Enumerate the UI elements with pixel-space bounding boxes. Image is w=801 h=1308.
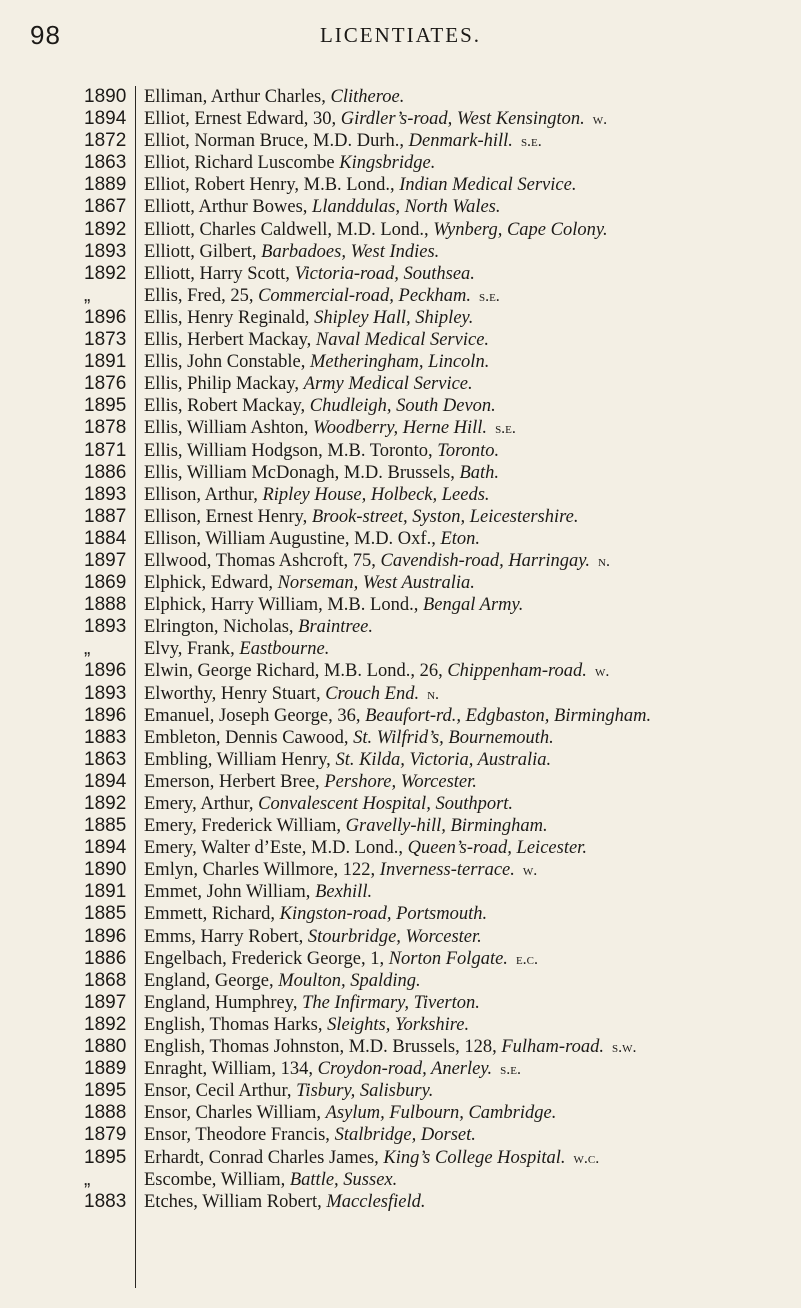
entry-name: Erhardt, Conrad Charles James, bbox=[144, 1147, 384, 1168]
entry-district: e.c. bbox=[515, 950, 538, 968]
entry-text bbox=[144, 373, 473, 395]
entry-year: 1869 bbox=[84, 572, 127, 594]
entry-name: Elphick, Edward, bbox=[144, 573, 278, 594]
page-header bbox=[0, 14, 801, 50]
entry-text bbox=[144, 1036, 636, 1059]
entry-year: 1878 bbox=[84, 417, 127, 439]
entry-address: Kingston-road, Portsmouth. bbox=[279, 904, 488, 925]
entry-text bbox=[144, 683, 439, 706]
entry-year: 1868 bbox=[84, 969, 127, 991]
list-item bbox=[0, 241, 801, 263]
entry-address: Metheringham, Lincoln. bbox=[310, 352, 490, 373]
list-item bbox=[0, 1124, 801, 1146]
entry-text bbox=[144, 506, 579, 528]
entry-name: Ellison, Arthur, bbox=[144, 484, 263, 505]
list-item bbox=[0, 1014, 801, 1036]
entry-text bbox=[144, 660, 609, 683]
list-item bbox=[0, 1102, 801, 1124]
entry-name: Elliott, Charles Caldwell, M.D. Lond., bbox=[144, 219, 434, 240]
entry-district: n. bbox=[598, 552, 610, 570]
entry-name: Elphick, Harry William, M.B. Lond., bbox=[144, 595, 423, 616]
entry-year: 1889 bbox=[84, 1058, 127, 1080]
entry-address: Asylum, Fulbourn, Cambridge. bbox=[325, 1103, 557, 1124]
entry-name: Elliott, Gilbert, bbox=[144, 241, 262, 262]
entry-name: Ellison, William Augustine, M.D. Oxf., bbox=[144, 528, 441, 549]
entry-text bbox=[144, 1014, 469, 1036]
entry-year: 1872 bbox=[84, 130, 127, 152]
entry-district: s.e. bbox=[520, 133, 542, 151]
entry-year: 1895 bbox=[84, 395, 127, 417]
entry-text bbox=[144, 196, 501, 218]
entry-address: Stourbridge, Worcester. bbox=[307, 926, 482, 947]
entry-address: Shipley Hall, Shipley. bbox=[314, 307, 474, 328]
entry-address: Wynberg, Cape Colony. bbox=[433, 219, 608, 240]
entry-text bbox=[144, 1102, 556, 1124]
entry-text bbox=[144, 241, 439, 263]
entry-text bbox=[144, 263, 475, 285]
list-item bbox=[0, 970, 801, 992]
entry-address: Woodberry, Herne Hill. bbox=[313, 418, 488, 439]
entry-year: 1892 bbox=[84, 1013, 127, 1035]
entry-year: „ bbox=[84, 638, 91, 660]
list-item bbox=[0, 528, 801, 550]
entry-year: 1894 bbox=[84, 770, 127, 792]
list-item bbox=[0, 903, 801, 925]
list-item bbox=[0, 1080, 801, 1102]
list-item bbox=[0, 1169, 801, 1191]
entry-address: Inverness-terrace. bbox=[379, 860, 515, 881]
entry-text bbox=[144, 926, 482, 948]
list-item bbox=[0, 550, 801, 572]
entry-name: Ensor, Theodore Francis, bbox=[144, 1125, 335, 1146]
list-item bbox=[0, 285, 801, 307]
entry-year: 1896 bbox=[84, 704, 127, 726]
entry-address: Norton Folgate. bbox=[388, 948, 508, 969]
list-item bbox=[0, 837, 801, 859]
entry-year: 1883 bbox=[84, 726, 127, 748]
list-item bbox=[0, 263, 801, 285]
list-item bbox=[0, 152, 801, 174]
entry-name: Ellis, William Hodgson, M.B. Toronto, bbox=[144, 440, 438, 461]
entry-text bbox=[144, 705, 651, 727]
entry-year: 1894 bbox=[84, 108, 127, 130]
entry-text bbox=[144, 1080, 433, 1102]
list-item bbox=[0, 484, 801, 506]
page-number: 98 bbox=[30, 20, 61, 50]
list-item bbox=[0, 793, 801, 815]
list-item bbox=[0, 859, 801, 881]
entry-address: The Infirmary, Tiverton. bbox=[302, 992, 480, 1013]
entry-text bbox=[144, 152, 435, 174]
entry-year: 1893 bbox=[84, 616, 127, 638]
entry-district: w.c. bbox=[573, 1149, 600, 1167]
entry-name: English, Thomas Johnston, M.D. Brussels, 128, bbox=[144, 1037, 502, 1058]
entry-name: Emery, Arthur, bbox=[144, 794, 259, 814]
entry-name: Escombe, William, bbox=[144, 1169, 290, 1190]
entry-text bbox=[144, 1058, 521, 1081]
entry-address: St. Wilfrid’s, Bournemouth. bbox=[353, 727, 554, 748]
entry-name: Emms, Harry Robert, bbox=[144, 926, 308, 947]
entry-text bbox=[144, 594, 523, 616]
entry-address: Pershore, Worcester. bbox=[324, 771, 477, 792]
entry-text bbox=[144, 837, 587, 859]
entry-name: Elliot, Richard Luscombe bbox=[144, 153, 340, 174]
entry-text bbox=[144, 638, 329, 660]
list-item bbox=[0, 705, 801, 727]
entry-name: Elrington, Nicholas, bbox=[144, 617, 299, 638]
entry-address: Ripley House, Holbeck, Leeds. bbox=[262, 484, 490, 505]
entry-name: Emmet, John William, bbox=[144, 882, 316, 903]
entry-name: Emerson, Herbert Bree, bbox=[144, 771, 325, 792]
entry-name: Emlyn, Charles Willmore, 122, bbox=[144, 860, 380, 881]
entry-text bbox=[144, 484, 490, 506]
entry-address: Sleights, Yorkshire. bbox=[327, 1014, 470, 1035]
entry-year: 1897 bbox=[84, 991, 127, 1013]
entry-year: 1893 bbox=[84, 240, 127, 262]
entry-address: Toronto. bbox=[437, 440, 500, 461]
list-item bbox=[0, 572, 801, 594]
entry-year: 1893 bbox=[84, 483, 127, 505]
list-item bbox=[0, 1147, 801, 1169]
entry-text bbox=[144, 108, 607, 131]
entry-address: Stalbridge, Dorset. bbox=[334, 1125, 476, 1146]
entry-year: 1891 bbox=[84, 881, 127, 903]
entry-year: 1896 bbox=[84, 660, 127, 682]
entry-name: Ellis, Robert Mackay, bbox=[144, 396, 310, 417]
entry-address: Beaufort-rd., Edgbaston, Birmingham. bbox=[365, 705, 652, 726]
list-item bbox=[0, 616, 801, 638]
entry-name: Elliot, Robert Henry, M.B. Lond., bbox=[144, 175, 400, 196]
entry-text bbox=[144, 395, 496, 417]
list-item bbox=[0, 130, 801, 152]
entry-name: Embleton, Dennis Cawood, bbox=[144, 727, 354, 748]
entry-name: Ellwood, Thomas Ashcroft, 75, bbox=[144, 550, 381, 571]
entry-year: 1863 bbox=[84, 152, 127, 174]
list-item bbox=[0, 992, 801, 1014]
list-item bbox=[0, 881, 801, 903]
entry-name: Ellis, William McDonagh, M.D. Brussels, bbox=[144, 462, 460, 483]
entry-year: 1879 bbox=[84, 1124, 127, 1146]
entry-name: Emery, Frederick William, bbox=[144, 816, 346, 837]
list-item bbox=[0, 926, 801, 948]
entry-name: Ensor, Cecil Arthur, bbox=[144, 1081, 297, 1102]
entry-address: St. Kilda, Victoria, Australia. bbox=[335, 749, 552, 770]
entry-name: Embling, William Henry, bbox=[144, 749, 336, 770]
entry-name: Elwin, George Richard, M.B. Lond., 26, bbox=[144, 661, 448, 682]
entry-text bbox=[144, 1169, 397, 1191]
entry-address: Cavendish-road, Harringay. bbox=[380, 550, 591, 571]
entry-name: English, Thomas Harks, bbox=[144, 1014, 328, 1035]
entry-text bbox=[144, 793, 513, 815]
entry-year: 1889 bbox=[84, 174, 127, 196]
entry-year: 1867 bbox=[84, 196, 127, 218]
list-item bbox=[0, 417, 801, 439]
list-item bbox=[0, 1191, 801, 1213]
running-title: LICENTIATES. bbox=[319, 23, 482, 47]
list-item bbox=[0, 373, 801, 395]
entry-text bbox=[144, 130, 542, 153]
entry-name: Ellis, Fred, 25, bbox=[144, 285, 259, 306]
entry-address: Tisbury, Salisbury. bbox=[296, 1081, 434, 1102]
entry-name: Elliott, Harry Scott, bbox=[144, 263, 295, 284]
list-item bbox=[0, 351, 801, 373]
entry-text bbox=[144, 903, 487, 925]
list-item bbox=[0, 683, 801, 705]
entry-name: Elliot, Norman Bruce, M.D. Durh., bbox=[144, 131, 409, 152]
entry-text bbox=[144, 771, 477, 793]
entry-address: Victoria-road, Southsea. bbox=[294, 263, 475, 284]
list-item bbox=[0, 108, 801, 130]
entry-year: 1863 bbox=[84, 748, 127, 770]
entry-address: Naval Medical Service. bbox=[315, 330, 490, 351]
entry-text bbox=[144, 749, 551, 771]
list-item bbox=[0, 462, 801, 484]
entry-address: Bath. bbox=[459, 462, 500, 483]
entry-text bbox=[144, 727, 554, 749]
entry-year: 1885 bbox=[84, 815, 127, 837]
entry-text bbox=[144, 970, 421, 992]
entry-text bbox=[144, 616, 373, 638]
entry-name: Etches, William Robert, bbox=[144, 1191, 327, 1212]
entry-year: 1888 bbox=[84, 1102, 127, 1124]
entry-name: Ellison, Ernest Henry, bbox=[144, 506, 312, 527]
entry-year: 1892 bbox=[84, 218, 127, 240]
entry-text bbox=[144, 815, 548, 837]
entry-address: Girdler’s-road, West Kensington. bbox=[340, 109, 585, 130]
entry-text bbox=[144, 881, 372, 903]
entry-text bbox=[144, 859, 537, 882]
entry-address: King’s College Hospital. bbox=[383, 1147, 566, 1168]
list-item bbox=[0, 594, 801, 616]
entry-year: 1880 bbox=[84, 1036, 127, 1058]
entry-text bbox=[144, 219, 608, 241]
entry-name: Ellis, John Constable, bbox=[144, 352, 310, 373]
entry-address: Bengal Army. bbox=[422, 595, 524, 616]
entry-address: Indian Medical Service. bbox=[399, 175, 577, 196]
entry-text bbox=[144, 285, 500, 308]
entry-text bbox=[144, 948, 538, 971]
entry-name: Enraght, William, 134, bbox=[144, 1059, 318, 1080]
entry-address: Convalescent Hospital, Southport. bbox=[258, 794, 514, 814]
entry-text bbox=[144, 440, 499, 462]
entry-address: Battle, Sussex. bbox=[289, 1169, 398, 1190]
entry-name: England, Humphrey, bbox=[144, 992, 303, 1013]
entry-name: Elliott, Arthur Bowes, bbox=[144, 197, 313, 218]
entry-address: Braintree. bbox=[298, 617, 373, 638]
entry-year: 1873 bbox=[84, 329, 127, 351]
entry-text bbox=[144, 329, 489, 351]
entry-year: 1895 bbox=[84, 1146, 127, 1168]
list-item bbox=[0, 506, 801, 528]
entry-address: Moulton, Spalding. bbox=[278, 970, 421, 991]
entry-year: 1890 bbox=[84, 859, 127, 881]
list-item bbox=[0, 727, 801, 749]
entry-address: Macclesfield. bbox=[326, 1191, 426, 1212]
entry-year: 1892 bbox=[84, 262, 127, 284]
entry-address: Gravelly-hill, Birmingham. bbox=[345, 816, 548, 837]
list-item bbox=[0, 219, 801, 241]
entry-text bbox=[144, 86, 404, 108]
entry-year: 1892 bbox=[84, 793, 127, 814]
entry-text bbox=[144, 462, 499, 484]
entry-district: w. bbox=[592, 111, 608, 129]
entry-name: Engelbach, Frederick George, 1, bbox=[144, 948, 389, 969]
entry-text bbox=[144, 1191, 425, 1213]
list-item bbox=[0, 1058, 801, 1080]
entry-address: Brook-street, Syston, Leicestershire. bbox=[311, 506, 579, 527]
entry-name: Emanuel, Joseph George, 36, bbox=[144, 705, 366, 726]
list-item bbox=[0, 395, 801, 417]
entry-text bbox=[144, 351, 489, 373]
list-item bbox=[0, 749, 801, 771]
entry-year: 1895 bbox=[84, 1080, 127, 1102]
entry-text bbox=[144, 174, 576, 196]
entry-address: Eastbourne. bbox=[239, 639, 330, 660]
entry-text bbox=[144, 1147, 599, 1170]
entry-name: Elliman, Arthur Charles, bbox=[144, 87, 331, 107]
entry-address: Llanddulas, North Wales. bbox=[312, 197, 501, 218]
entry-year: 1896 bbox=[84, 925, 127, 947]
entry-name: Emery, Walter d’Este, M.D. Lond., bbox=[144, 838, 408, 859]
entry-address: Chudleigh, South Devon. bbox=[309, 396, 496, 417]
entry-name: Ellis, Herbert Mackay, bbox=[144, 330, 316, 351]
entry-address: Croydon-road, Anerley. bbox=[317, 1059, 493, 1080]
entry-year: 1876 bbox=[84, 373, 127, 395]
entry-year: 1893 bbox=[84, 682, 127, 704]
list-item bbox=[0, 660, 801, 682]
entry-name: Ellis, Philip Mackay, bbox=[144, 374, 304, 395]
list-item bbox=[0, 771, 801, 793]
entry-year: 1894 bbox=[84, 837, 127, 859]
entry-name: Ellis, William Ashton, bbox=[144, 418, 314, 439]
entry-year: 1888 bbox=[84, 594, 127, 616]
entry-address: Denmark-hill. bbox=[408, 131, 513, 152]
entry-text bbox=[144, 1124, 476, 1146]
list-item bbox=[0, 307, 801, 329]
entry-district: n. bbox=[427, 685, 440, 703]
entry-year: 1887 bbox=[84, 505, 127, 527]
entry-year: „ bbox=[84, 284, 91, 306]
entry-address: Queen’s-road, Leicester. bbox=[407, 838, 587, 859]
entry-text bbox=[144, 992, 480, 1014]
list-item bbox=[0, 815, 801, 837]
list-item bbox=[0, 86, 801, 108]
entry-year: 1883 bbox=[84, 1190, 127, 1212]
entry-address: Barbadoes, West Indies. bbox=[261, 241, 440, 262]
entry-year: 1891 bbox=[84, 351, 127, 373]
entry-name: Elworthy, Henry Stuart, bbox=[144, 683, 326, 704]
entry-text bbox=[144, 572, 475, 594]
entry-year: 1886 bbox=[84, 461, 127, 483]
entry-year: 1897 bbox=[84, 549, 127, 571]
entry-text bbox=[144, 307, 473, 329]
list-item bbox=[0, 174, 801, 196]
entry-year: 1885 bbox=[84, 903, 127, 925]
entry-name: Ensor, Charles William, bbox=[144, 1103, 326, 1124]
entry-name: England, George, bbox=[144, 970, 279, 991]
entry-address: Bexhill. bbox=[315, 882, 373, 903]
entry-text bbox=[144, 550, 610, 573]
entry-district: s.e. bbox=[478, 287, 500, 305]
entry-address: Eton. bbox=[440, 528, 481, 549]
entry-name: Ellis, Henry Reginald, bbox=[144, 307, 315, 328]
entry-district: w. bbox=[522, 862, 538, 880]
entry-address: Commercial-road, Peckham. bbox=[258, 285, 471, 306]
entry-year: 1890 bbox=[84, 86, 127, 107]
entry-year: 1896 bbox=[84, 306, 127, 328]
entry-address: Army Medical Service. bbox=[303, 374, 473, 395]
entry-district: w. bbox=[594, 663, 610, 681]
entry-text bbox=[144, 528, 480, 550]
entry-year: „ bbox=[84, 1168, 91, 1190]
entry-address: Crouch End. bbox=[325, 683, 420, 704]
entry-district: s.w. bbox=[611, 1039, 637, 1057]
entry-year: 1886 bbox=[84, 947, 127, 969]
entry-address: Clitheroe. bbox=[330, 87, 405, 107]
entry-district: s.e. bbox=[500, 1061, 521, 1079]
entry-address: Chippenham-road. bbox=[447, 661, 587, 682]
licentiate-list bbox=[0, 86, 801, 1213]
list-item bbox=[0, 440, 801, 462]
entry-year: 1871 bbox=[84, 439, 127, 461]
entry-name: Emmett, Richard, bbox=[144, 904, 280, 925]
entry-address: Norseman, West Australia. bbox=[277, 573, 475, 594]
entry-year: 1884 bbox=[84, 527, 127, 549]
entry-name: Elvy, Frank, bbox=[144, 639, 240, 660]
list-item bbox=[0, 329, 801, 351]
entry-address: Kingsbridge. bbox=[339, 153, 436, 174]
entry-district: s.e. bbox=[495, 420, 516, 438]
list-item bbox=[0, 638, 801, 660]
list-item bbox=[0, 1036, 801, 1058]
list-item bbox=[0, 196, 801, 218]
entry-text bbox=[144, 417, 516, 440]
entry-address: Fulham-road. bbox=[501, 1037, 604, 1058]
list-item bbox=[0, 948, 801, 970]
entry-name: Elliot, Ernest Edward, 30, bbox=[144, 109, 341, 130]
